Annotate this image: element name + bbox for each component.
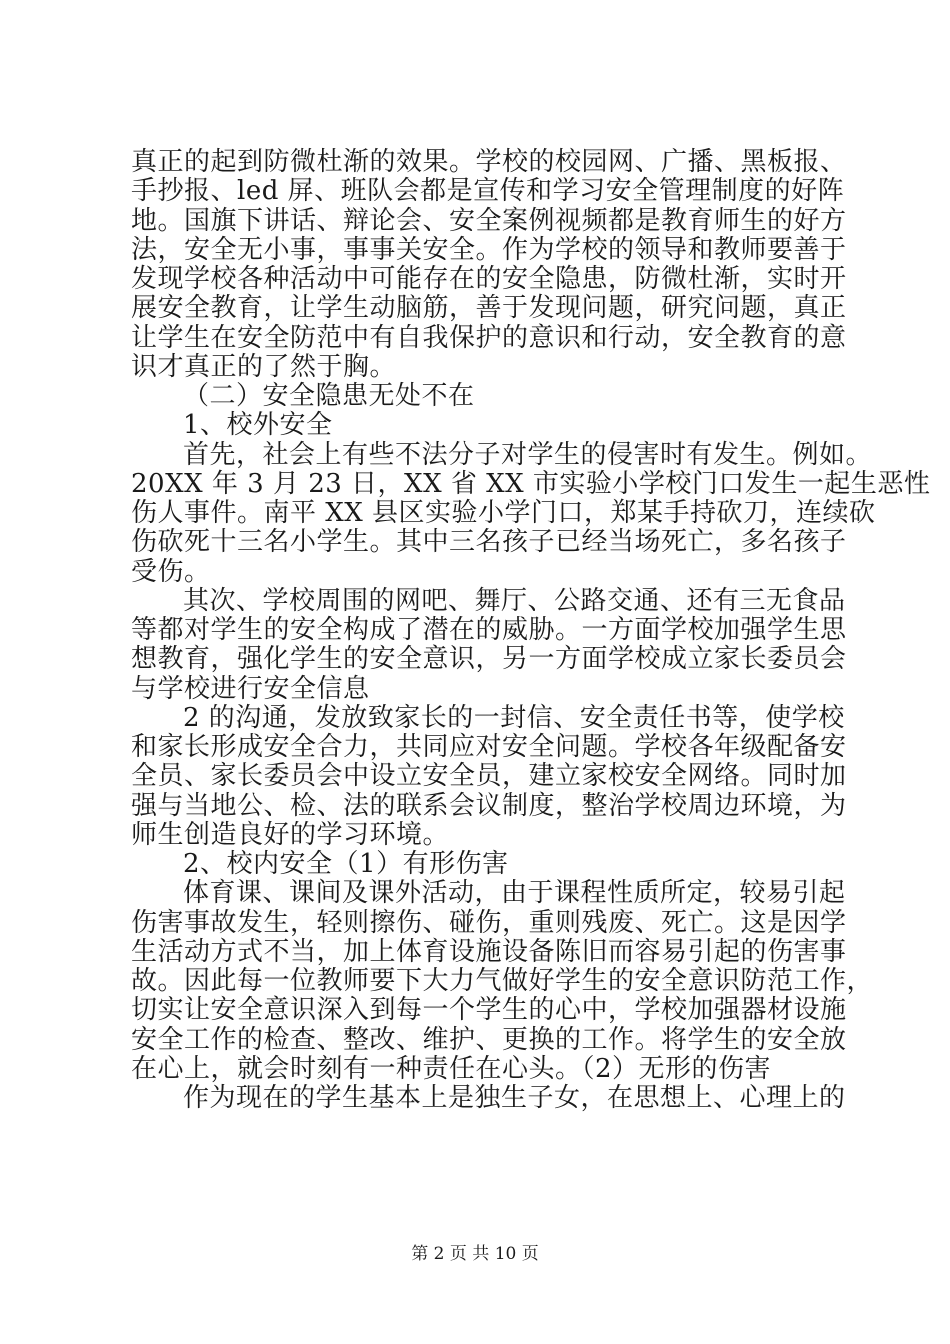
text-line: 作为现在的学生基本上是独生子女，在思想上、心理上的 (183, 1083, 846, 1113)
text-line: 生活动方式不当，加上体育设施设备陈旧而容易引起的伤害事 (131, 936, 847, 967)
page-number-footer: 第 2 页 共 10 页 (411, 1244, 539, 1264)
text-line: 其次、学校周围的网吧、舞厅、公路交通、还有三无食品 (183, 585, 846, 616)
text-line: 体育课、课间及课外活动，由于课程性质所定，较易引起 (183, 878, 846, 909)
text-line: 与学校进行安全信息 (131, 673, 370, 704)
text-line: 首先，社会上有些不法分子对学生的侵害时有发生。例如。 (183, 439, 873, 470)
text-line: 地。国旗下讲话、辩论会、安全案例视频都是教育师生的好方 (131, 205, 847, 236)
text-line: 发现学校各种活动中可能存在的安全隐患，防微杜渐，实时开 (131, 264, 847, 294)
text-line: 受伤。 (131, 556, 211, 587)
text-line: 想教育，强化学生的安全意识，另一方面学校成立家长委员会 (131, 644, 847, 675)
text-line: 展安全教育，让学生动脑筋，善于发现问题，研究问题，真正 (131, 293, 847, 324)
text-line: 让学生在安全防范中有自我保护的意识和行动，安全教育的意 (131, 322, 847, 353)
text-line: 识才真正的了然于胸。 (131, 351, 397, 382)
text-line: 等都对学生的安全构成了潜在的威胁。一方面学校加强学生思 (131, 615, 847, 645)
text-line: 真正的起到防微杜渐的效果。学校的校园网、广播、黑板报、 (131, 147, 847, 177)
text-line: 法，安全无小事，事事关安全。作为学校的领导和教师要善于 (131, 234, 847, 265)
text-line: 20XX 年 3 月 23 日，XX 省 XX 市实验小学校门口发生一起生恶性 (131, 468, 931, 499)
text-line: 师生创造良好的学习环境。 (131, 819, 450, 850)
text-line: 1、校外安全 (183, 410, 333, 441)
text-line: 故。因此每一位教师要下大力气做好学生的安全意识防范工作， (131, 966, 874, 996)
text-line: （二）安全隐患无处不在 (183, 381, 475, 411)
text-line: 伤害事故发生，轻则擦伤、碰伤，重则残废、死亡。这是因学 (131, 907, 847, 938)
text-line: 2、校内安全（1）有形伤害 (183, 849, 509, 879)
text-line: 手抄报、led 屏、班队会都是宣传和学习安全管理制度的好阵 (131, 176, 845, 207)
text-line: 伤人事件。南平 XX 县区实验小学门口，郑某手持砍刀，连续砍 (131, 498, 876, 528)
text-line: 伤砍死十三名小学生。其中三名孩子已经当场死亡，多名孩子 (131, 527, 847, 558)
text-line: 和家长形成安全合力，共同应对安全问题。学校各年级配备安 (131, 732, 847, 762)
document-body (131, 147, 931, 1113)
text-line: 全员、家长委员会中设立安全员，建立家校安全网络。同时加 (131, 761, 847, 792)
text-line: 2 的沟通，发放致家长的一封信、安全责任书等，使学校 (183, 702, 845, 733)
text-line: 在心上，就会时刻有一种责任在心头。（2）无形的伤害 (131, 1053, 772, 1084)
text-line: 强与当地公、检、法的联系会议制度，整治学校周边环境，为 (131, 790, 847, 821)
text-line: 切实让安全意识深入到每一个学生的心中，学校加强器材设施 (131, 995, 847, 1026)
text-line: 安全工作的检查、整改、维护、更换的工作。将学生的安全放 (131, 1024, 847, 1055)
